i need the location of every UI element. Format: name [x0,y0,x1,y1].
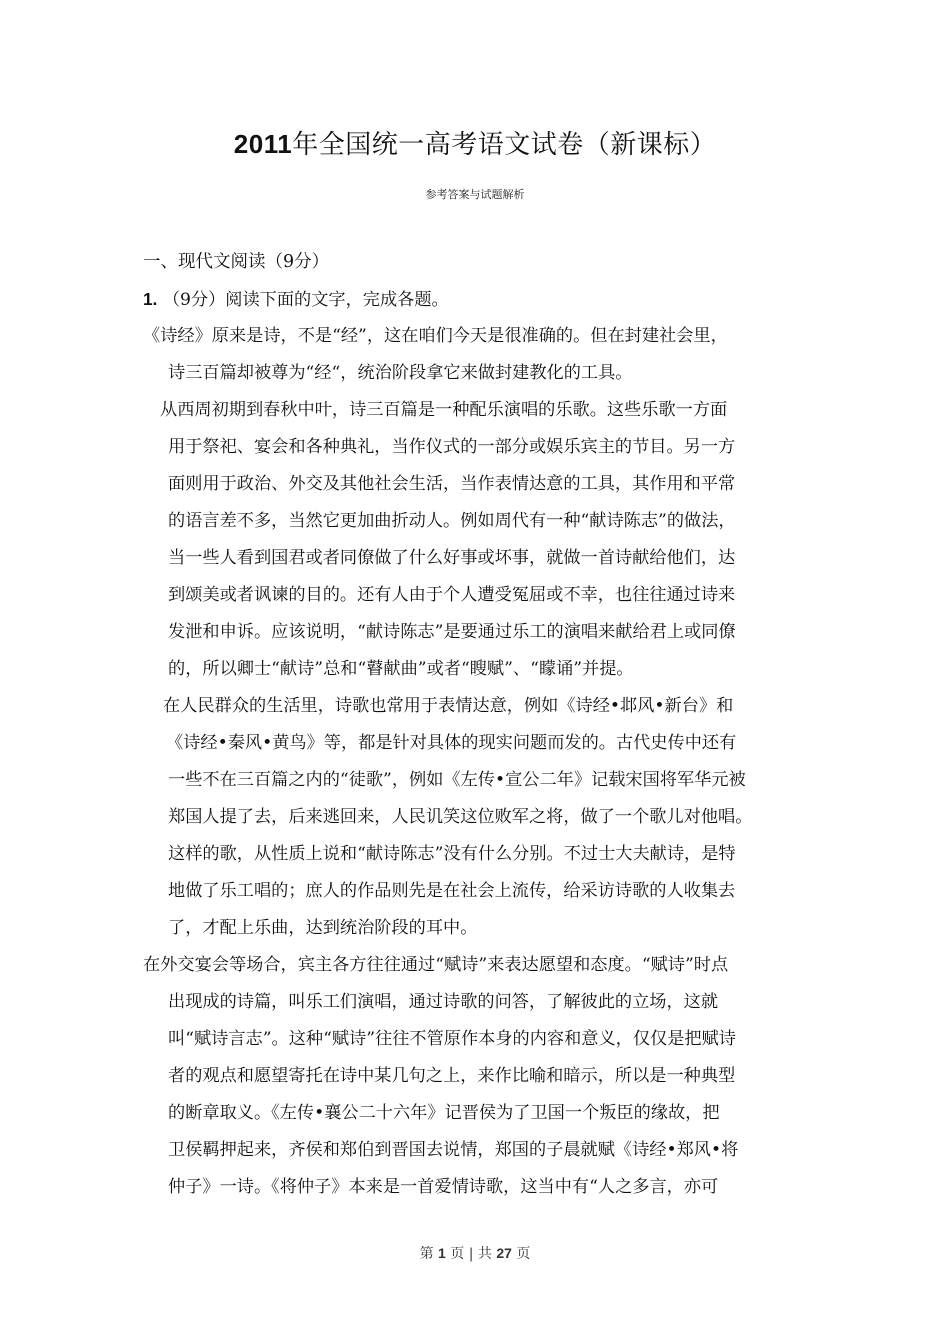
passage-line: 《诗经》原来是诗，不是“经”，这在咱们今天是很准确的。但在封建社会里， [143,326,728,346]
passage-line: 到颂美或者讽谏的目的。还有人由于个人遭受冤屈或不幸，也往往通过诗来 [168,585,736,605]
page-footer [0,1243,950,1263]
footer-suffix: 页 [516,1246,531,1262]
passage-line: 者的观点和愿望寄托在诗中某几句之上，来作比喻和暗示，所以是一种典型 [168,1066,736,1086]
passage-line: 郑国人提了去，后来逃回来，人民讥笑这位败军之将，做了一个歌儿对他唱。 [168,807,753,827]
passage-line: 当一些人看到国君或者同僚做了什么好事或坏事，就做一首诗献给他们，达 [168,548,736,568]
question-header [143,288,449,311]
passage-line: 地做了乐工唱的；庶人的作品则先是在社会上流传，给采访诗歌的人收集去 [168,881,736,901]
document-title [0,124,950,161]
passage-line: 在外交宴会等场合，宾主各方往往通过“赋诗”来表达愿望和态度。“赋诗”时点 [143,955,729,975]
passage-line: 诗三百篇却被尊为“经“，统治阶段拿它来做封建教化的工具。 [168,363,633,383]
current-page-number: 1 [438,1245,446,1261]
total-pages-number: 27 [496,1245,512,1261]
passage-line: 了，才配上乐曲，达到统治阶段的耳中。 [168,918,478,938]
passage-line: 一些不在三百篇之内的“徒歌”，例如《左传•宣公二年》记载宋国将军华元被 [168,770,746,790]
passage-line: 的断章取义。《左传•襄公二十六年》记晋侯为了卫国一个叛臣的缘故，把 [168,1103,720,1123]
passage-line: 出现成的诗篇，叫乐工们演唱，通过诗歌的问答，了解彼此的立场，这就 [168,992,719,1012]
passage-line: 在人民群众的生活里，诗歌也常用于表情达意，例如《诗经•邶风•新台》和 [163,696,734,716]
passage-line: 从西周初期到春秋中叶，诗三百篇是一种配乐演唱的乐歌。这些乐歌一方面 [160,400,728,420]
question-prompt: （9分）阅读下面的文字，完成各题。 [162,290,449,310]
section-heading: 一、现代文阅读（9分） [143,252,330,272]
passage-line: 《诗经•秦风•黄鸟》等，都是针对具体的现实问题而发的。古代史传中还有 [166,733,737,753]
passage-line: 这样的歌，从性质上说和“献诗陈志”没有什么分别。不过士大夫献诗，是特 [168,844,736,864]
title-text: 年全国统一高考语文试卷（新课标） [292,130,717,160]
title-year: 2011 [233,129,293,159]
passage-line: 面则用于政治、外交及其他社会生活，当作表情达意的工具，其作用和平常 [168,474,736,494]
passage-line: 卫侯羁押起来，齐侯和郑伯到晋国去说情，郑国的子晨就赋《诗经•郑风•将 [168,1140,739,1160]
passage-line: 的语言差不多，当然它更加曲折动人。例如周代有一种“献诗陈志”的做法， [168,511,736,531]
document-subtitle: 参考答案与试题解析 [425,188,525,201]
footer-mid: 页 | 共 [450,1246,492,1262]
passage-line: 叫“赋诗言志”。这种“赋诗”往往不管原作本身的内容和意义，仅仅是把赋诗 [168,1029,736,1049]
passage-line: 发泄和申诉。应该说明，“献诗陈志”是要通过乐工的演唱来献给君上或同僚 [168,622,736,642]
passage-line: 用于祭祀、宴会和各种典礼，当作仪式的一部分或娱乐宾主的节目。另一方 [168,437,736,457]
question-number: 1. [143,289,158,309]
passage-line: 的，所以卿士“献诗”总和“瞽献曲”或者“瞍赋”、“矇诵”并提。 [168,659,634,679]
passage-line: 仲子》一诗。《将仲子》本来是一首爱情诗歌，这当中有“人之多言，亦可 [168,1177,719,1197]
footer-prefix: 第 [419,1246,434,1262]
